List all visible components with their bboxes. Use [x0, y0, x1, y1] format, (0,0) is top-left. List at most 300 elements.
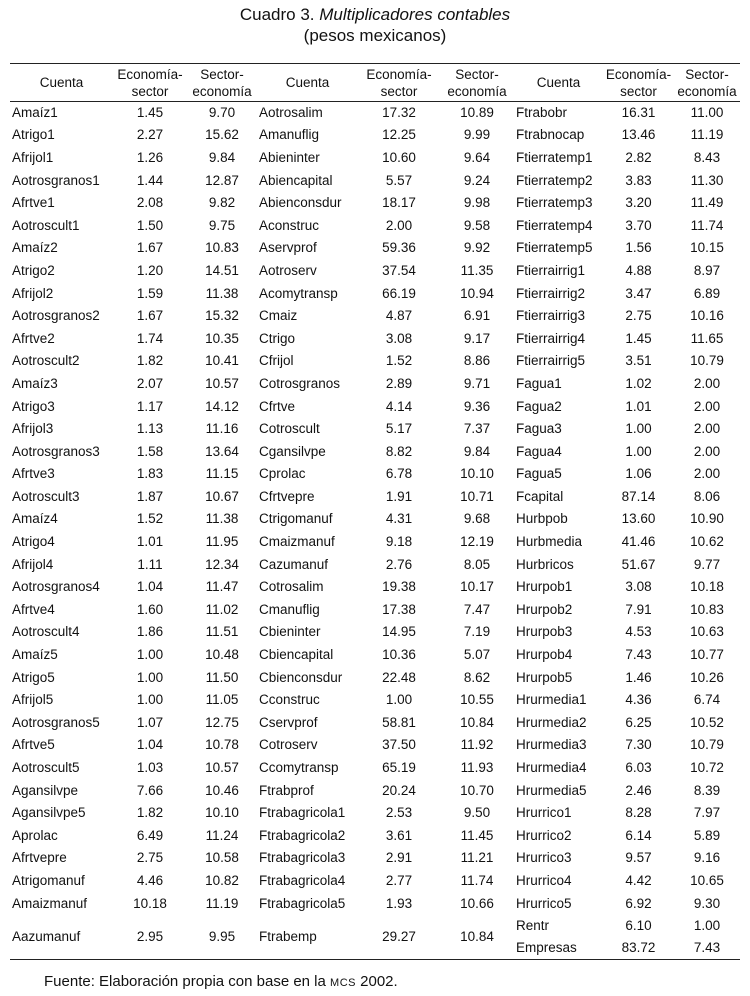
account-name-cell: Ftierrairrig5: [516, 353, 586, 369]
sector-economia-cell: 10.10: [460, 466, 494, 482]
economia-sector-cell: 1.00: [385, 692, 413, 708]
economia-sector-cell: 2.76: [385, 556, 413, 572]
table-row: [10, 282, 740, 305]
sector-economia-cell: 10.63: [690, 624, 724, 640]
header-economia-sector-line1: Economía-: [366, 66, 432, 82]
table-row: [10, 147, 740, 170]
split-value: 7.43: [693, 939, 721, 955]
header-sector-economia-line2: economía: [192, 83, 252, 99]
sector-economia-cell: 8.06: [693, 488, 721, 504]
table-row: [10, 553, 740, 576]
account-name-cell: Afrijol3: [12, 421, 54, 437]
account-name-cell: Hrurpob5: [516, 669, 573, 685]
source-prefix: Fuente: Elaboración propia con base en la: [44, 973, 331, 990]
economia-sector-cell: 1.00: [625, 443, 652, 459]
account-name-cell: Hrurmedia4: [516, 760, 587, 776]
economia-sector-cell: 22.48: [382, 669, 416, 685]
header-sector-economia-line1: Sector-: [455, 66, 499, 82]
sector-economia-cell: 5.07: [463, 647, 491, 663]
sector-economia-cell: 10.46: [205, 782, 239, 798]
economia-sector-cell: 2.75: [136, 850, 164, 866]
sector-economia-cell: 11.93: [460, 760, 494, 776]
account-name-cell: Fagua4: [516, 443, 562, 459]
account-name-cell: Amaíz1: [12, 105, 58, 121]
account-name-cell: Afrijol5: [12, 692, 54, 708]
header-economia-sector: [358, 64, 440, 102]
sector-economia-cell: 10.10: [205, 805, 239, 821]
sector-economia-cell: 10.26: [690, 669, 724, 685]
account-name-cell: Hrurrico1: [516, 805, 572, 821]
sector-economia-cell: 9.58: [463, 217, 491, 233]
sector-economia-cell: 11.65: [690, 330, 724, 346]
header-economia-sector-line2: sector: [620, 83, 657, 99]
economia-sector-cell: 1.45: [136, 105, 164, 121]
account-name-cell: Ftrabobr: [516, 105, 568, 121]
header-economia-sector: [113, 64, 187, 102]
account-name-cell: Atrigo4: [12, 534, 55, 550]
account-name-cell: Ftierratemp5: [516, 240, 593, 256]
source-suffix: 2002.: [355, 973, 398, 990]
table-row: [10, 440, 740, 463]
account-name-cell: Hrurpob2: [516, 601, 573, 617]
account-name-cell: Cbiencapital: [259, 647, 334, 663]
sector-economia-cell: 9.24: [463, 172, 491, 188]
economia-sector-cell: 4.36: [625, 692, 652, 708]
economia-sector-cell: 6.92: [625, 895, 652, 911]
account-name-cell: Hrurrico4: [516, 872, 572, 888]
account-name-cell: Cfrijol: [259, 353, 294, 369]
sector-economia-cell: 9.84: [208, 149, 236, 165]
account-name-cell: Hrurrico5: [516, 895, 572, 911]
account-name-cell: Aotroserv: [259, 262, 317, 278]
economia-sector-cell: 37.54: [382, 262, 416, 278]
table-row: [10, 892, 740, 915]
sector-economia-cell: 10.35: [205, 330, 239, 346]
account-name-cell: Amaíz4: [12, 511, 58, 527]
economia-sector-cell: 1.00: [625, 421, 652, 437]
split-value: 6.10: [625, 917, 652, 933]
account-name-cell: Cgansilvpe: [259, 443, 326, 459]
account-name-cell: Afrtve4: [12, 601, 55, 617]
sector-economia-cell: 11.95: [205, 534, 239, 550]
economia-sector-cell: 3.20: [625, 195, 652, 211]
account-name-cell: Ftrabagricola2: [259, 827, 346, 843]
table-row: [10, 689, 740, 712]
table-row: [10, 621, 740, 644]
account-name-cell: Cfrtve: [259, 398, 296, 414]
header-sector-economia: [187, 64, 257, 102]
account-name-cell: Aotroscult5: [12, 760, 80, 776]
economia-sector-cell: 51.67: [621, 556, 656, 572]
account-name-cell: Ftierratemp4: [516, 217, 593, 233]
account-name-cell: Ftierrairrig1: [516, 262, 586, 278]
sector-economia-cell: 7.19: [463, 624, 491, 640]
economia-sector-cell: 3.61: [385, 827, 413, 843]
account-name-cell: Amanuflig: [259, 127, 320, 143]
split-value: Empresas: [516, 939, 577, 955]
economia-sector-cell: 2.91: [385, 850, 413, 866]
sector-economia-cell: 11.38: [205, 285, 239, 301]
economia-sector-cell: 9.18: [385, 534, 413, 550]
sector-economia-cell: 11.15: [205, 466, 239, 482]
sector-economia-cell: 10.62: [690, 534, 724, 550]
account-name-cell: Afrijol1: [12, 149, 54, 165]
sector-economia-cell: 9.75: [208, 217, 236, 233]
account-name-cell: Cotrosalim: [259, 579, 324, 595]
economia-sector-cell: 3.08: [385, 330, 413, 346]
sector-economia-cell: 11.35: [460, 262, 494, 278]
account-name-cell: Ftierratemp3: [516, 195, 593, 211]
economia-sector-cell: 1.86: [136, 624, 164, 640]
sector-economia-cell: 10.55: [460, 692, 494, 708]
sector-economia-cell: 11.19: [205, 895, 239, 911]
sector-economia-cell: 6.74: [693, 692, 721, 708]
economia-sector-cell: 5.17: [385, 421, 413, 437]
account-name-cell: Acomytransp: [259, 285, 338, 301]
sector-economia-cell: 10.41: [205, 353, 239, 369]
table-row: [10, 531, 740, 554]
economia-sector-cell: 1.04: [136, 737, 164, 753]
sector-economia-cell: 10.57: [205, 375, 239, 391]
account-name-cell: Aotroscult2: [12, 353, 80, 369]
account-name-cell: Ftrabagricola4: [259, 872, 346, 888]
economia-sector-cell: 2.08: [136, 195, 164, 211]
sector-economia-cell: 7.47: [463, 601, 491, 617]
table-row: [10, 327, 740, 350]
sector-economia-cell: 9.98: [463, 195, 491, 211]
economia-sector-cell: 9.57: [625, 850, 652, 866]
economia-sector-cell: 1.83: [136, 466, 164, 482]
account-name-cell: Hrurrico3: [516, 850, 572, 866]
header-economia-sector-line1: Economía-: [605, 66, 672, 82]
header-economia-sector-line2: sector: [131, 83, 169, 99]
table-row: [10, 870, 740, 893]
sector-economia-cell: 9.82: [208, 195, 236, 211]
sector-economia-cell: 11.49: [690, 195, 724, 211]
economia-sector-cell: 7.91: [625, 601, 652, 617]
sector-economia-cell: 6.89: [693, 285, 721, 301]
sector-economia-cell: 10.18: [690, 579, 724, 595]
economia-sector-cell: 1.50: [136, 217, 164, 233]
table-row: [10, 757, 740, 780]
economia-sector-cell: 17.32: [382, 105, 416, 121]
account-name-cell: Hrurmedia2: [516, 714, 587, 730]
account-name-cell: Aazumanuf: [10, 915, 113, 960]
header-sector-economia-line2: economía: [447, 83, 507, 99]
economia-sector-cell: 1.56: [625, 240, 652, 256]
account-name-cell: Agansilvpe: [12, 782, 79, 798]
economia-sector-cell: 1.60: [136, 601, 164, 617]
sector-economia-cell: 9.17: [463, 330, 491, 346]
economia-sector-cell: 2.53: [385, 805, 413, 821]
account-name-cell: Ftierrairrig2: [516, 285, 586, 301]
account-name-cell: Amaíz5: [12, 647, 58, 663]
economia-sector-cell: 2.46: [625, 782, 652, 798]
economia-sector-cell: 1.87: [136, 488, 164, 504]
header-economia-sector-line1: Economía-: [117, 66, 183, 82]
table-row: [10, 734, 740, 757]
account-name-cell: Ftrabagricola5: [259, 895, 346, 911]
economia-sector-cell: 1.46: [625, 669, 652, 685]
economia-sector-cell: 41.46: [621, 534, 656, 550]
economia-sector-cell: 10.18: [133, 895, 167, 911]
account-name-cell: Ccomytransp: [259, 760, 339, 776]
account-name-cell: Abiencapital: [259, 172, 333, 188]
account-name-cell: Aotroscult1: [12, 217, 80, 233]
sector-economia-cell: 9.92: [463, 240, 491, 256]
account-name-cell: Cotrosgranos: [259, 375, 341, 391]
table-header: [10, 64, 740, 102]
economia-sector-cell: 2.07: [136, 375, 164, 391]
sector-economia-cell: 10.83: [690, 601, 724, 617]
economia-sector-cell: 2.75: [625, 308, 652, 324]
economia-sector-cell: [603, 915, 674, 960]
sector-economia-cell: 8.97: [693, 262, 721, 278]
account-name-cell: Hurbricos: [516, 556, 574, 572]
economia-sector-cell: 1.06: [625, 466, 652, 482]
economia-sector-cell: 4.42: [625, 872, 652, 888]
account-name-cell: Hrurpob4: [516, 647, 573, 663]
sector-economia-cell: 8.05: [463, 556, 491, 572]
economia-sector-cell: 4.46: [136, 872, 164, 888]
table-row: [10, 463, 740, 486]
economia-sector-cell: 4.31: [385, 511, 413, 527]
economia-sector-cell: 13.46: [621, 127, 656, 143]
sector-economia-cell: 10.66: [460, 895, 494, 911]
economia-sector-cell: 1.82: [136, 805, 164, 821]
account-name-cell: Afrtvepre: [12, 850, 67, 866]
account-name-cell: Hrurmedia1: [516, 692, 587, 708]
economia-sector-cell: 2.82: [625, 149, 652, 165]
economia-sector-cell: 1.04: [136, 579, 164, 595]
sector-economia-cell: 9.95: [187, 915, 257, 960]
table-row: [10, 418, 740, 441]
account-name-cell: Aotrosgranos4: [12, 579, 100, 595]
economia-sector-cell: 2.95: [113, 915, 187, 960]
sector-economia-cell: 11.50: [205, 669, 239, 685]
economia-sector-cell: 1.59: [136, 285, 164, 301]
sector-economia-cell: 10.48: [205, 647, 239, 663]
economia-sector-cell: 6.14: [625, 827, 652, 843]
account-name-cell: Aconstruc: [259, 217, 320, 233]
account-name-cell: Atrigomanuf: [12, 872, 85, 888]
sector-economia-cell: 10.72: [690, 760, 724, 776]
account-name-cell: Hrurmedia3: [516, 737, 587, 753]
economia-sector-cell: 1.01: [625, 398, 652, 414]
economia-sector-cell: 58.81: [382, 714, 416, 730]
account-name-cell: Afrtve3: [12, 466, 55, 482]
economia-sector-cell: 3.51: [625, 353, 652, 369]
table-row: [10, 802, 740, 825]
economia-sector-cell: 5.57: [385, 172, 413, 188]
economia-sector-cell: 6.78: [385, 466, 413, 482]
sector-economia-cell: 6.91: [463, 308, 491, 324]
sector-economia-cell: 10.71: [460, 488, 494, 504]
account-name-cell: Ctrigo: [259, 330, 296, 346]
account-name-cell: Atrigo5: [12, 669, 55, 685]
account-name-cell: Cprolac: [259, 466, 306, 482]
sector-economia-cell: 9.50: [463, 805, 491, 821]
account-name-cell: Afrtve1: [12, 195, 55, 211]
account-name-cell: Cmanuflig: [259, 601, 320, 617]
table-row: [10, 576, 740, 599]
account-name-cell: [514, 915, 603, 960]
sector-economia-cell: 10.83: [205, 240, 239, 256]
economia-sector-cell: 59.36: [382, 240, 416, 256]
table-row: [10, 169, 740, 192]
account-name-cell: Afrtve5: [12, 737, 55, 753]
account-name-cell: Aotrosgranos2: [12, 308, 100, 324]
table-row: [10, 124, 740, 147]
account-name-cell: Hrurmedia5: [516, 782, 587, 798]
sector-economia-cell: 9.84: [463, 443, 491, 459]
economia-sector-cell: 29.27: [358, 915, 440, 960]
sector-economia-cell: 2.00: [693, 375, 721, 391]
sector-economia-cell: 10.15: [690, 240, 724, 256]
economia-sector-cell: 6.25: [625, 714, 652, 730]
economia-sector-cell: 1.52: [385, 353, 413, 369]
economia-sector-cell: 19.38: [382, 579, 416, 595]
header-sector-economia: [674, 64, 740, 102]
sector-economia-cell: 12.87: [205, 172, 239, 188]
economia-sector-cell: 1.67: [136, 308, 164, 324]
sector-economia-cell: [674, 915, 740, 960]
economia-sector-cell: 1.02: [625, 375, 652, 391]
sector-economia-cell: 11.24: [205, 827, 239, 843]
table-row: [10, 237, 740, 260]
account-name-cell: Aservprof: [259, 240, 317, 256]
economia-sector-cell: 4.14: [385, 398, 413, 414]
account-name-cell: Cmaizmanuf: [259, 534, 335, 550]
header-cuenta: Cuenta: [10, 64, 113, 102]
account-name-cell: Cotroscult: [259, 421, 320, 437]
multipliers-table: [10, 63, 740, 960]
split-value: Rentr: [516, 917, 550, 933]
account-name-cell: Aotrosgranos3: [12, 443, 100, 459]
account-name-cell: Ftrabemp: [257, 915, 358, 960]
account-name-cell: Ftrabagricola3: [259, 850, 346, 866]
economia-sector-cell: 1.82: [136, 353, 164, 369]
sector-economia-cell: 9.77: [693, 556, 721, 572]
economia-sector-cell: 1.91: [385, 488, 413, 504]
sector-economia-cell: 11.02: [205, 601, 239, 617]
account-name-cell: Afrijol2: [12, 285, 54, 301]
economia-sector-cell: 1.45: [625, 330, 652, 346]
economia-sector-cell: 65.19: [382, 760, 416, 776]
account-name-cell: Ctrigomanuf: [259, 511, 333, 527]
account-name-cell: Amaíz2: [12, 240, 58, 256]
sector-economia-cell: 2.00: [693, 466, 721, 482]
table-row-last: [10, 915, 740, 960]
account-name-cell: Fagua1: [516, 375, 562, 391]
sector-economia-cell: 11.38: [205, 511, 239, 527]
account-name-cell: Atrigo3: [12, 398, 55, 414]
sector-economia-cell: 10.89: [460, 105, 494, 121]
economia-sector-cell: 17.38: [382, 601, 416, 617]
account-name-cell: Ftierratemp2: [516, 172, 593, 188]
header-sector-economia-line2: economía: [677, 83, 737, 99]
account-name-cell: Fagua2: [516, 398, 562, 414]
account-name-cell: Aotrosgranos1: [12, 172, 100, 188]
sector-economia-cell: 10.78: [205, 737, 239, 753]
economia-sector-cell: 1.58: [136, 443, 164, 459]
economia-sector-cell: 16.31: [621, 105, 656, 121]
account-name-cell: Amaíz3: [12, 375, 58, 391]
sector-economia-cell: 8.43: [693, 149, 721, 165]
account-name-cell: Hrurpob1: [516, 579, 573, 595]
account-name-cell: Agansilvpe5: [12, 805, 86, 821]
sector-economia-cell: 15.62: [205, 127, 239, 143]
table-row: [10, 373, 740, 396]
sector-economia-cell: 9.36: [463, 398, 491, 414]
sector-economia-cell: 2.00: [693, 443, 721, 459]
economia-sector-cell: 2.00: [385, 217, 413, 233]
sector-economia-cell: 11.51: [205, 624, 239, 640]
sector-economia-cell: 12.34: [205, 556, 239, 572]
economia-sector-cell: 20.24: [382, 782, 416, 798]
economia-sector-cell: 8.82: [385, 443, 413, 459]
sector-economia-cell: 11.45: [460, 827, 494, 843]
table-row: [10, 779, 740, 802]
account-name-cell: Cazumanuf: [259, 556, 329, 572]
economia-sector-cell: 1.44: [136, 172, 164, 188]
sector-economia-cell: 10.57: [205, 760, 239, 776]
sector-economia-cell: 11.16: [205, 421, 239, 437]
economia-sector-cell: 6.03: [625, 760, 652, 776]
economia-sector-cell: 1.07: [136, 714, 164, 730]
table-row: [10, 260, 740, 283]
header-economia-sector: [603, 64, 674, 102]
account-name-cell: Hurbpob: [516, 511, 568, 527]
account-name-cell: Afrijol4: [12, 556, 54, 572]
sector-economia-cell: 10.79: [690, 353, 724, 369]
economia-sector-cell: 66.19: [382, 285, 416, 301]
sector-economia-cell: 10.16: [690, 308, 724, 324]
sector-economia-cell: 11.74: [690, 217, 724, 233]
sector-economia-cell: 10.84: [460, 714, 494, 730]
sector-economia-cell: 9.16: [693, 850, 721, 866]
economia-sector-cell: 4.87: [385, 308, 413, 324]
account-name-cell: Hrurpob3: [516, 624, 573, 640]
economia-sector-cell: 1.03: [136, 760, 164, 776]
sector-economia-cell: 7.37: [463, 421, 491, 437]
sector-economia-cell: 11.05: [205, 692, 239, 708]
economia-sector-cell: 1.17: [136, 398, 164, 414]
split-value: 1.00: [693, 917, 721, 933]
economia-sector-cell: 1.13: [136, 421, 164, 437]
sector-economia-cell: 15.32: [205, 308, 239, 324]
account-name-cell: Ftierratemp1: [516, 149, 593, 165]
sector-economia-cell: 9.70: [208, 105, 236, 121]
sector-economia-cell: 11.21: [460, 850, 494, 866]
sector-economia-cell: 11.30: [690, 172, 724, 188]
header-cuenta: Cuenta: [257, 64, 358, 102]
economia-sector-cell: 1.00: [136, 647, 164, 663]
sector-economia-cell: 10.90: [690, 511, 724, 527]
economia-sector-cell: 14.95: [382, 624, 416, 640]
sector-economia-cell: 8.39: [693, 782, 721, 798]
title-prefix: Cuadro 3.: [239, 5, 320, 24]
sector-economia-cell: 8.62: [463, 669, 491, 685]
sector-economia-cell: 10.82: [205, 872, 239, 888]
table-row: [10, 712, 740, 735]
economia-sector-cell: 4.88: [625, 262, 652, 278]
table-subtitle: (pesos mexicanos): [303, 26, 447, 45]
sector-economia-cell: 11.19: [690, 127, 724, 143]
sector-economia-cell: 9.71: [463, 375, 491, 391]
sector-economia-cell: 10.77: [690, 647, 724, 663]
economia-sector-cell: 4.53: [625, 624, 652, 640]
